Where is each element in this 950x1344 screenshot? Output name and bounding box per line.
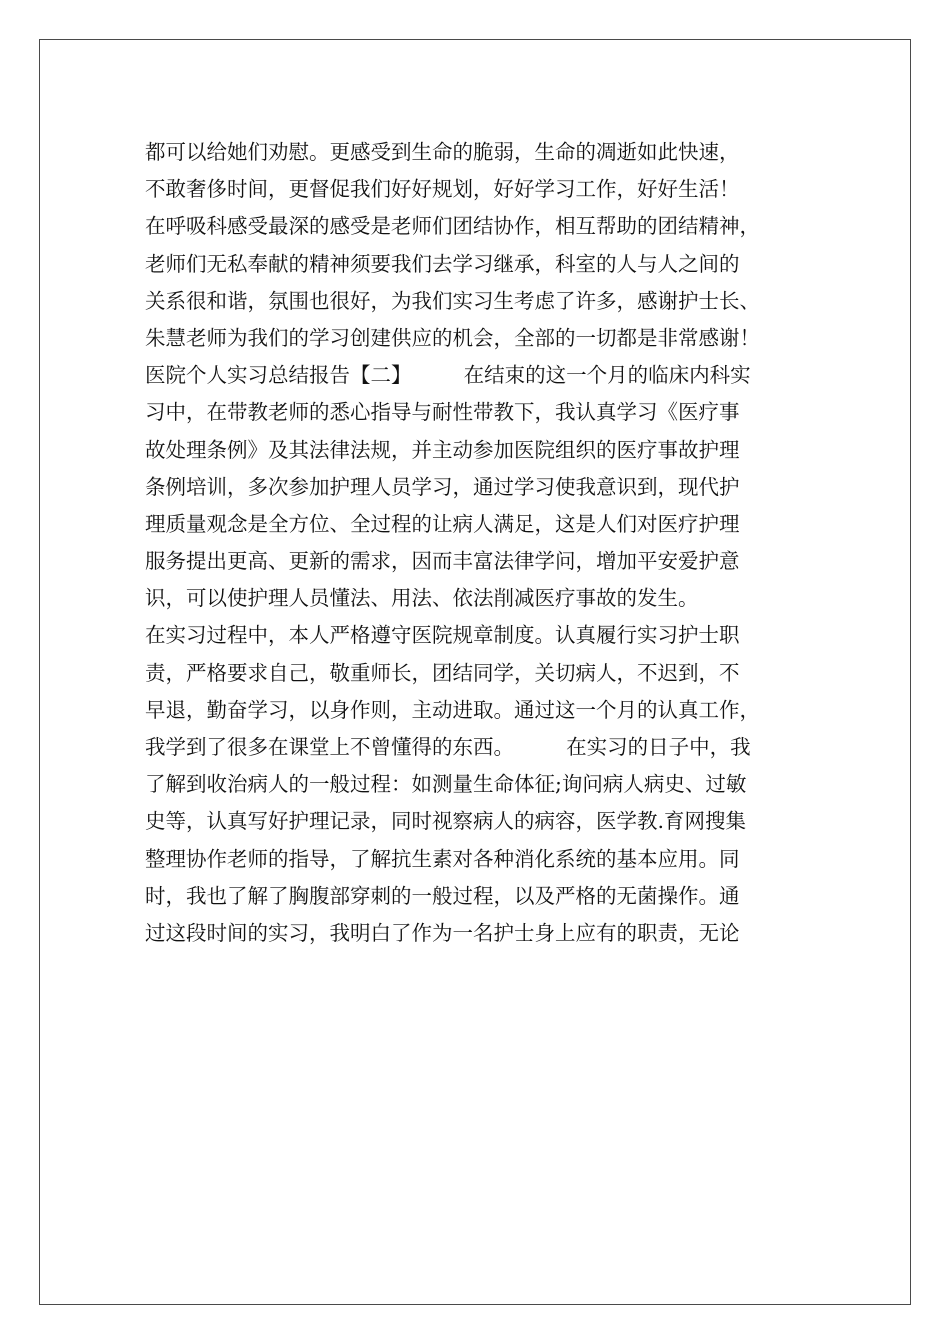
- document-body: [145, 134, 825, 952]
- text-line: 朱慧老师为我们的学习创建供应的机会，全部的一切都是非常感谢！: [145, 325, 760, 350]
- text-line: 习中，在带教老师的悉心指导与耐性带教下，我认真学习《医疗事: [145, 400, 740, 425]
- text-line: 史等，认真写好护理记录，同时视察病人的病容，医学教.育网搜集: [145, 809, 747, 834]
- text-line: 不敢奢侈时间，更督促我们好好规划，好好学习工作，好好生活！: [145, 177, 740, 202]
- text-line: 整理协作老师的指导，了解抗生素对各种消化系统的基本应用。同: [145, 846, 740, 871]
- section-heading-line: 医院个人实习总结报告【二】 在结束的这一个月的临床内科实: [145, 363, 751, 388]
- text-line: 早退，勤奋学习，以身作则，主动进取。通过这一个月的认真工作，: [145, 697, 760, 722]
- text-line: 关系很和谐，氛围也很好，为我们实习生考虑了许多，感谢护士长、: [145, 288, 760, 313]
- text-line: 时，我也了解了胸腹部穿刺的一般过程，以及严格的无菌操作。通: [145, 883, 740, 908]
- text-line: 识，可以使护理人员懂法、用法、依法削减医疗事故的发生。: [145, 586, 699, 611]
- text-line: 责，严格要求自己，敬重师长，团结同学，关切病人，不迟到，不: [145, 660, 740, 685]
- text-line: 服务提出更高、更新的需求，因而丰富法律学问，增加平安爱护意: [145, 549, 740, 574]
- text-line: 条例培训，多次参加护理人员学习，通过学习使我意识到，现代护: [145, 474, 740, 499]
- text-line: 老师们无私奉献的精神须要我们去学习继承，科室的人与人之间的: [145, 251, 740, 276]
- text-line: 过这段时间的实习，我明白了作为一名护士身上应有的职责，无论: [145, 920, 740, 945]
- text-line: 故处理条例》及其法律法规，并主动参加医院组织的医疗事故护理: [145, 437, 740, 462]
- text-line: 了解到收治病人的一般过程：如测量生命体征;询问病人病史、过敏: [145, 772, 747, 797]
- text-line: 都可以给她们劝慰。更感受到生命的脆弱，生命的凋逝如此快速，: [145, 140, 740, 164]
- text-line: 在呼吸科感受最深的感受是老师们团结协作，相互帮助的团结精神，: [145, 214, 760, 239]
- text-line: 我学到了很多在课堂上不曾懂得的东西。 在实习的日子中，我: [145, 735, 751, 759]
- text-line: 理质量观念是全方位、全过程的让病人满足，这是人们对医疗护理: [145, 511, 740, 536]
- text-line: 在实习过程中，本人严格遵守医院规章制度。认真履行实习护士职: [145, 623, 740, 648]
